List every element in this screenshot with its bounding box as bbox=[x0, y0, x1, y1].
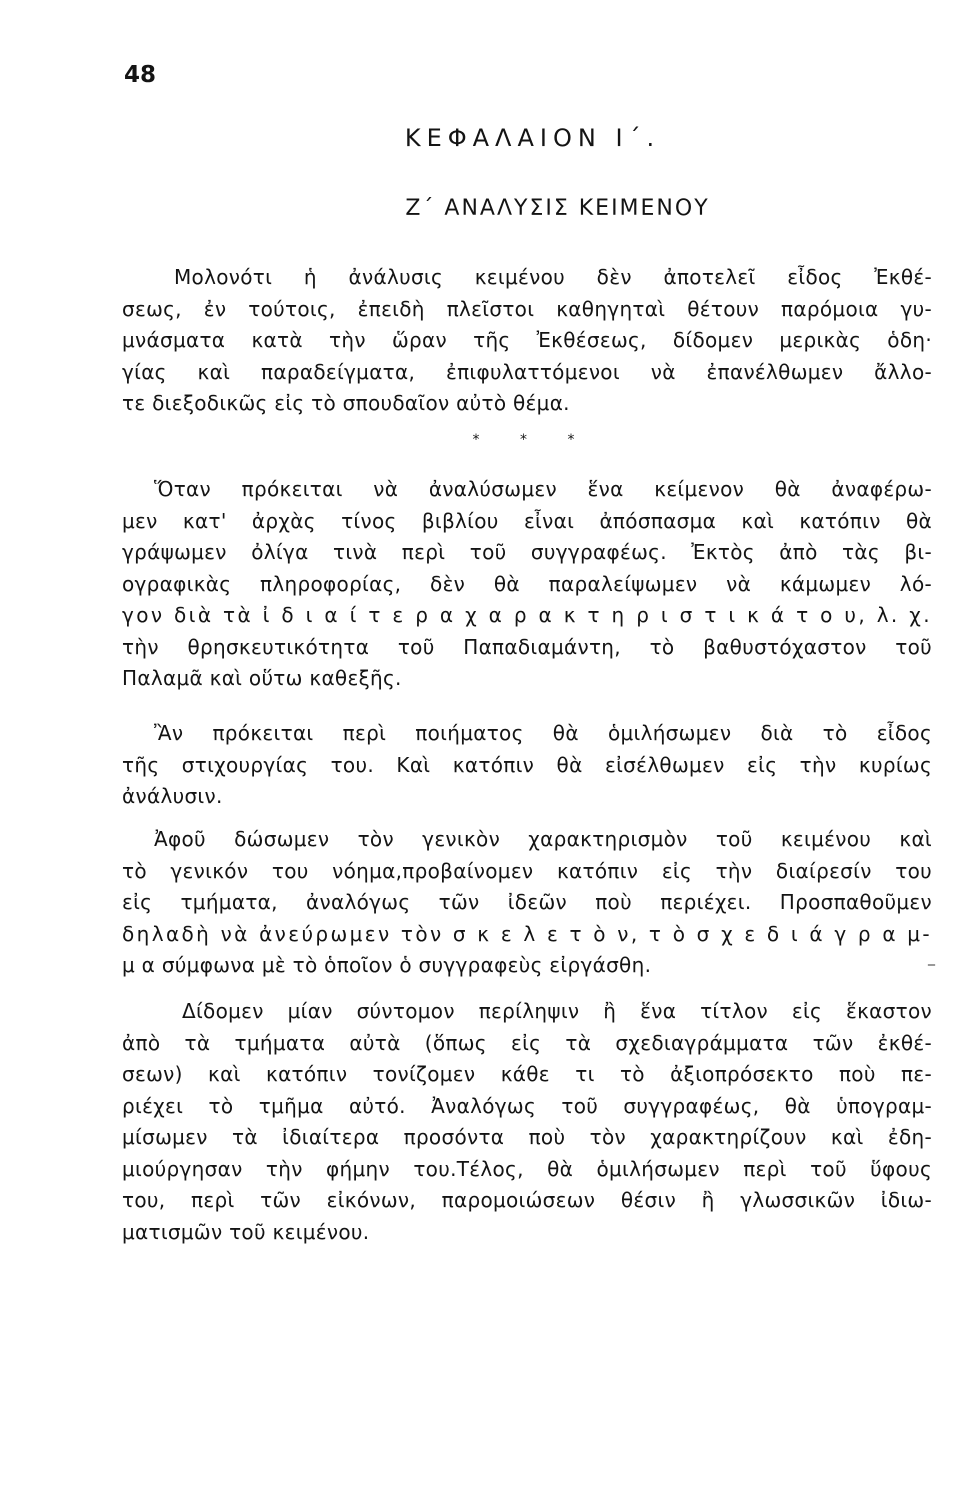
text-line: Παλαμᾶ καὶ οὕτω καθεξῆς. bbox=[122, 666, 402, 690]
margin-mark: _ bbox=[928, 950, 935, 966]
paragraph-poem bbox=[122, 718, 932, 813]
text-line: μ α σύμφωνα μὲ τὸ ὁποῖον ὁ συγγραφεὺς εἰργάσθη. bbox=[122, 953, 652, 977]
text-line: δηλαδὴ νὰ ἀνεύρωμεν τὸν σ κ ε λ ε τ ὸ ν, τ ὸ σ χ ε δ ι ά γ ρ α μ- bbox=[122, 921, 932, 946]
text-line: εἰς τμήματα, ἀναλόγως τῶν ἰδεῶν ποὺ περιέχει. Προσπαθοῦμεν bbox=[122, 890, 932, 914]
text-line: σεως, ἐν τούτοις, ἐπειδὴ πλεῖστοι καθηγηταὶ θέτουν παρόμοια γυ- bbox=[122, 296, 932, 321]
chapter-title: ΚΕΦΑΛΑΙΟΝ Ι΄. bbox=[404, 124, 661, 152]
page-number: 48 bbox=[124, 62, 157, 88]
text-line: ματισμῶν τοῦ κειμένου. bbox=[122, 1219, 370, 1244]
section-title: Ζ΄ ΑΝΑΛΥΣΙΣ ΚΕΙΜΕΝΟΥ bbox=[405, 196, 710, 221]
text-line: Ἂν πρόκειται περὶ ποιήματος θὰ ὁμιλήσωμεν διὰ τὸ εἶδος bbox=[154, 721, 932, 745]
section-separator: * * * bbox=[472, 432, 593, 448]
paragraph-intro bbox=[122, 262, 932, 420]
text-line: γον διὰ τὰ ἰ δ ι α ί τ ε ρ α χ α ρ α κ τ η ρ ι σ τ ι κ ά τ ο υ, λ. χ. bbox=[122, 603, 932, 627]
text-line: μιούργησαν τὴν φήμην του.Τέλος, θὰ ὁμιλήσωμεν περὶ τοῦ ὕφους bbox=[122, 1156, 932, 1181]
text-line: μεν κατ' ἀρχὰς τίνος βιβλίου εἶναι ἀπόσπασμα καὶ κατόπιν θὰ bbox=[122, 508, 932, 533]
text-line: του, περὶ τῶν εἰκόνων, παρομοιώσεων θέσιν ἢ γλωσσικῶν ἰδιω- bbox=[122, 1188, 932, 1212]
text-line: τε διεξοδικῶς εἰς τὸ σπουδαῖον αὐτὸ θέμα. bbox=[122, 391, 570, 415]
text-line: τῆς στιχουργίας του. Καὶ κατόπιν θὰ εἰσέλθωμεν εἰς τὴν κυρίως bbox=[122, 752, 932, 777]
text-line: μνάσματα κατὰ τὴν ὥραν τῆς Ἐκθέσεως, δίδομεν μερικὰς ὁδη· bbox=[122, 328, 932, 352]
text-line: ἀνάλυσιν. bbox=[122, 784, 223, 808]
text-line: Δίδομεν μίαν σύντομον περίληψιν ἢ ἕνα τίτλον εἰς ἕκαστον bbox=[182, 999, 932, 1023]
text-line: τὸ γενικόν του νόημα,προβαίνομεν κατόπιν εἰς τὴν διαίρεσίν του bbox=[122, 858, 932, 883]
text-line: γίας καὶ παραδείγματα, ἐπιφυλαττόμενοι νὰ ἐπανέλθωμεν ἄλλο- bbox=[122, 359, 932, 384]
paragraph-author bbox=[122, 474, 932, 695]
text-line: Ὅταν πρόκειται νὰ ἀναλύσωμεν ἕνα κείμενον θὰ ἀναφέρω- bbox=[154, 477, 932, 501]
text-line: σεων) καὶ κατόπιν τονίζομεν κάθε τι τὸ ἀξιοπρόσεκτο ποὺ πε- bbox=[122, 1062, 932, 1086]
text-line: τὴν θρησκευτικότητα τοῦ Παπαδιαμάντη, τὸ βαθυστόχαστον τοῦ bbox=[122, 634, 932, 659]
text-line: Ἀφοῦ δώσωμεν τὸν γενικὸν χαρακτηρισμὸν τοῦ κειμένου καὶ bbox=[154, 827, 932, 851]
text-line: γράψωμεν ὀλίγα τινὰ περὶ τοῦ συγγραφέως. Ἐκτὸς ἀπὸ τὰς βι- bbox=[122, 540, 932, 564]
text-line: ριέχει τὸ τμῆμα αὐτό. Ἀναλόγως τοῦ συγγραφέως, θὰ ὑπογραμ- bbox=[122, 1093, 932, 1118]
text-line: Μολονότι ἡ ἀνάλυσις κειμένου δὲν ἀποτελεῖ εἶδος Ἐκθέ- bbox=[174, 265, 932, 289]
paragraph-structure bbox=[122, 824, 932, 982]
paragraph-summary bbox=[122, 996, 932, 1248]
text-line: μίσωμεν τὰ ἰδιαίτερα προσόντα ποὺ τὸν χαρακτηρίζουν καὶ ἐδη- bbox=[122, 1125, 932, 1149]
text-line: ἀπὸ τὰ τμήματα αὐτὰ (ὅπως εἰς τὰ σχεδιαγράμματα τῶν ἐκθέ- bbox=[122, 1030, 932, 1055]
text-line: ογραφικὰς πληροφορίας, δὲν θὰ παραλείψωμεν νὰ κάμωμεν λό- bbox=[122, 571, 932, 596]
